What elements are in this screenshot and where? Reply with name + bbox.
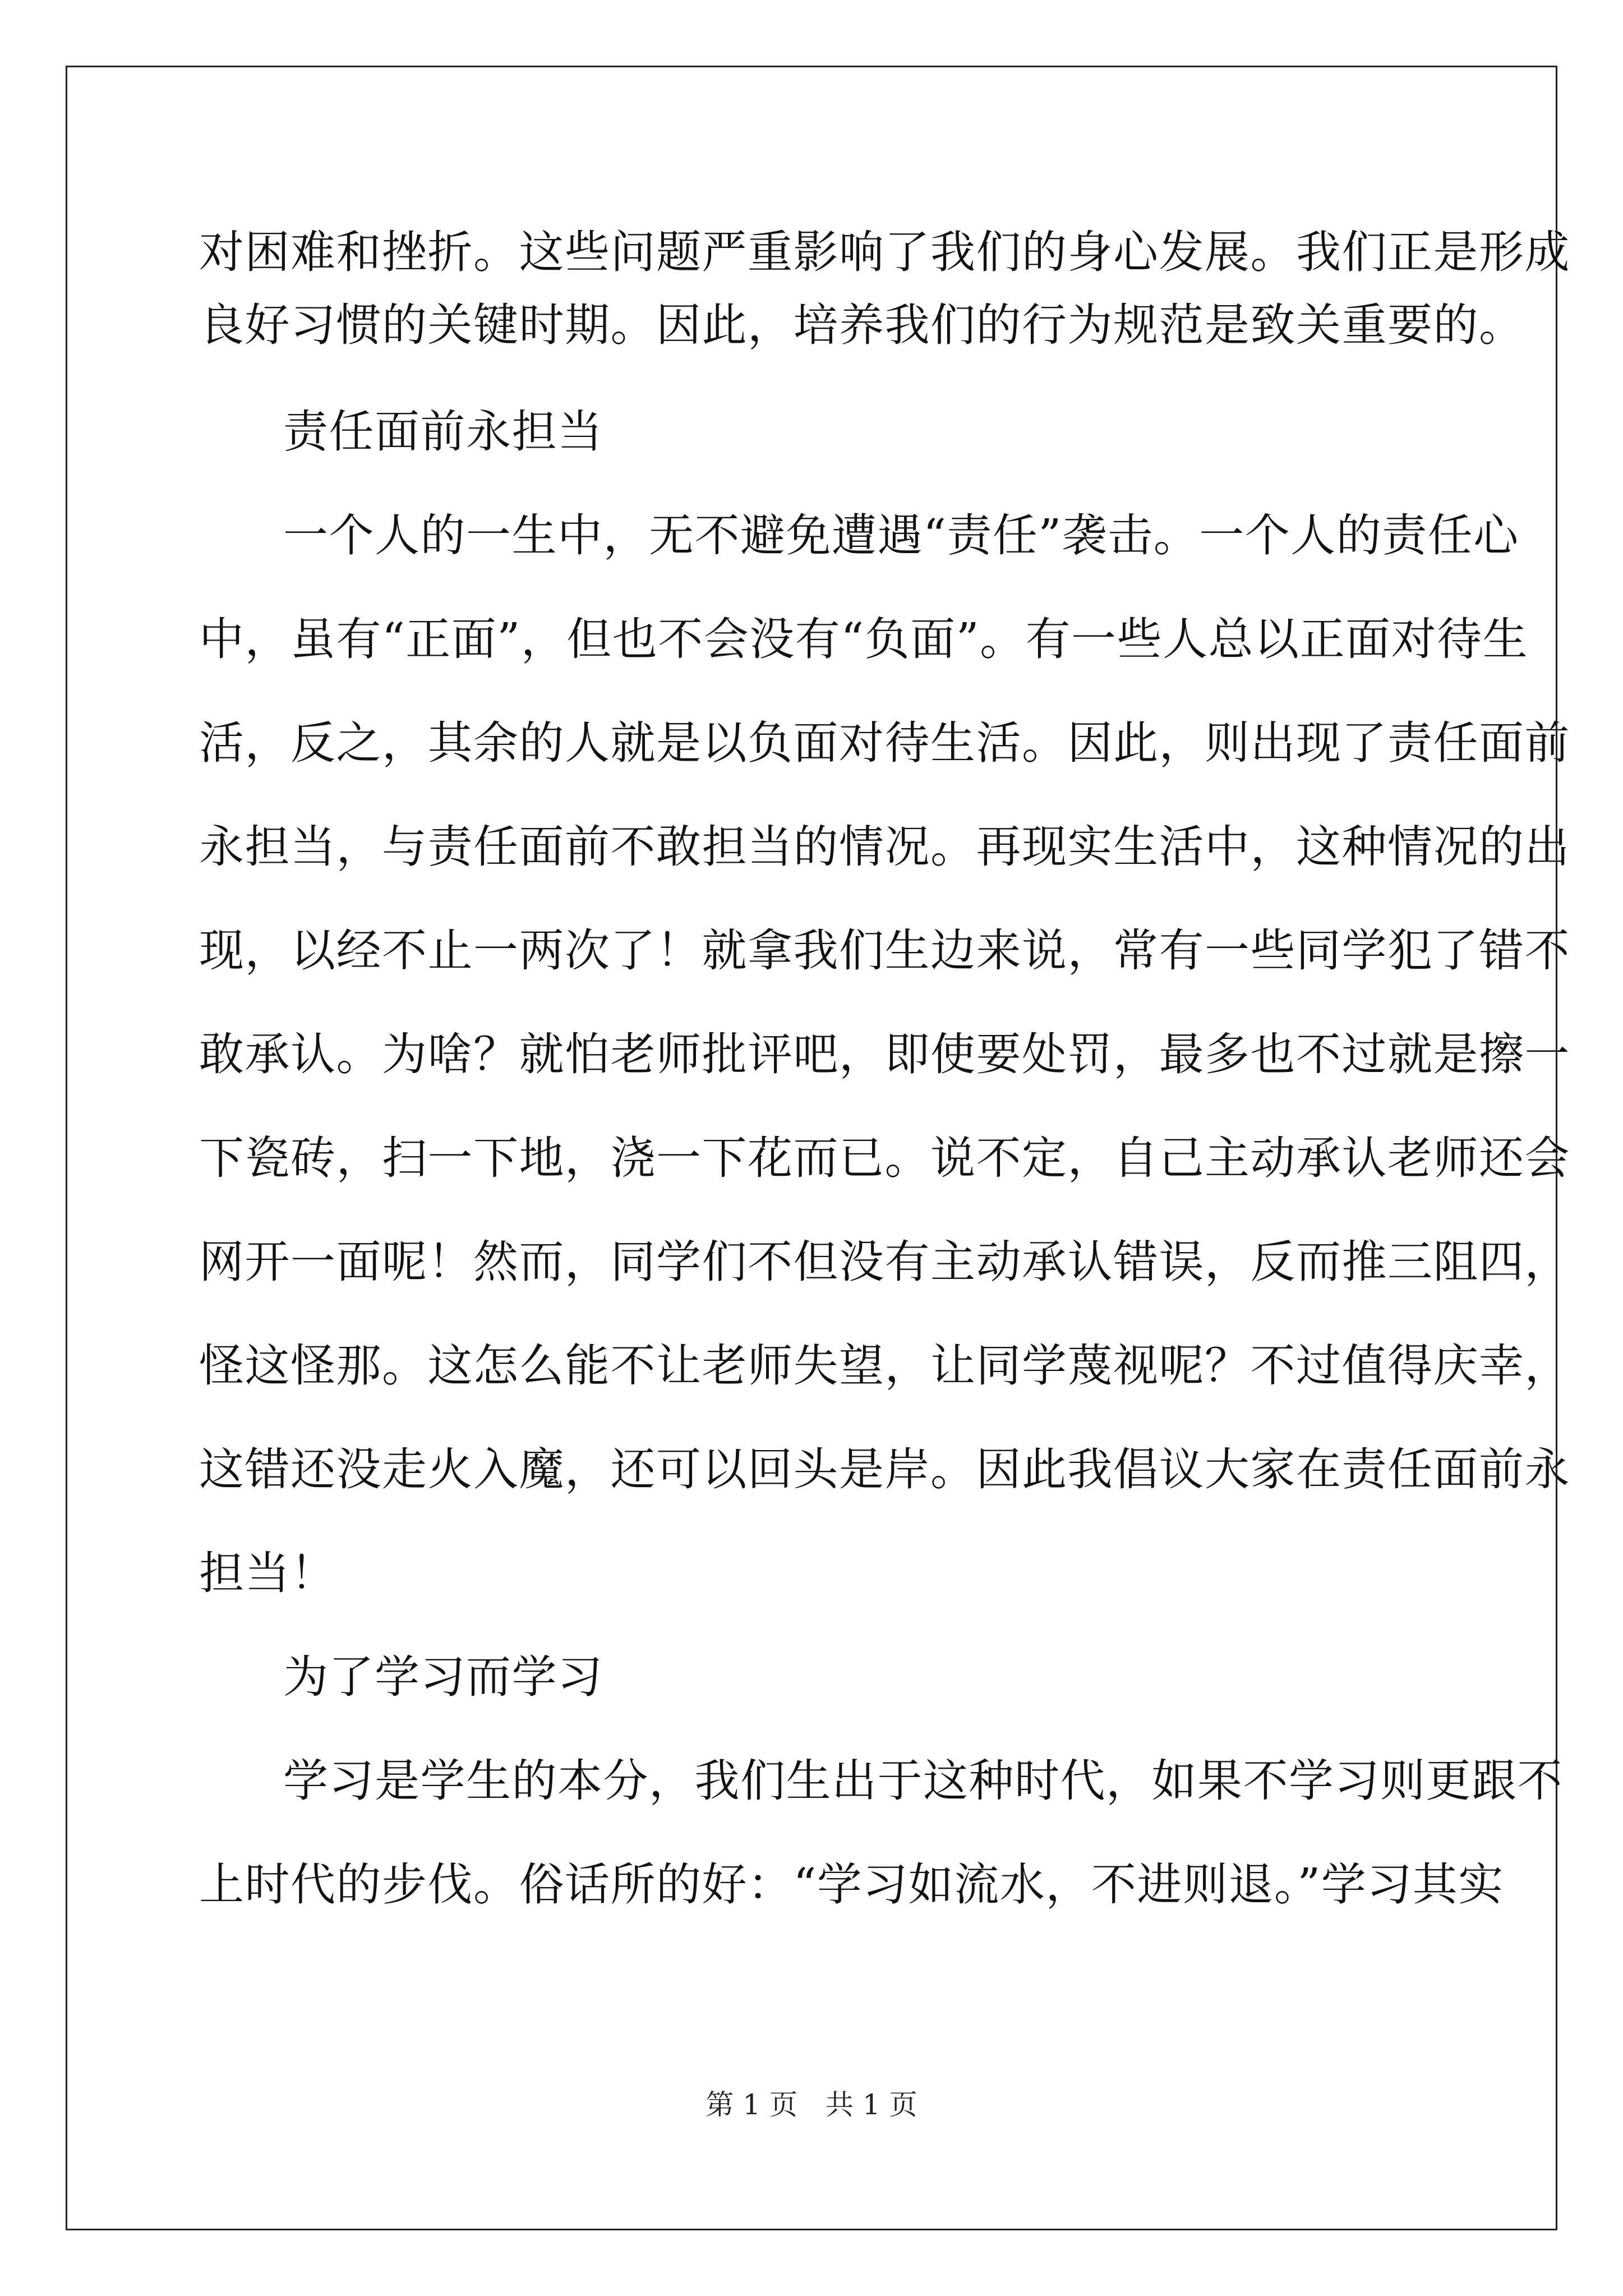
paragraph-line: 下瓷砖，扫一下地，浇一下花而已。说不定，自己主动承认老师还会 <box>199 1132 1570 1184</box>
paragraph-line: 对困难和挫折。这些问题严重影响了我们的身心发展。我们正是形成 <box>199 226 1570 278</box>
section-heading: 责任面前永担当 <box>283 406 603 458</box>
paragraph-line: 永担当，与责任面前不敢担当的情况。再现实生活中，这种情况的出 <box>199 821 1570 873</box>
paragraph-line: 中，虽有“正面”，但也不会没有“负面”。有一些人总以正面对待生 <box>199 613 1529 665</box>
paragraph-line: 网开一面呢！然而，同学们不但没有主动承认错误，反而推三阻四， <box>199 1236 1570 1288</box>
paragraph-line: 担当！ <box>199 1547 336 1599</box>
paragraph-line: 怪这怪那。这怎么能不让老师失望，让同学蔑视呢？不过值得庆幸， <box>199 1340 1570 1392</box>
paragraph-line: 敢承认。为啥？就怕老师批评吧，即使要处罚，最多也不过就是擦一 <box>199 1028 1570 1080</box>
paragraph-line: 一个人的一生中，无不避免遭遇“责任”袭击。一个人的责任心 <box>283 509 1519 562</box>
paragraph-line: 良好习惯的关键时期。因此，培养我们的行为规范是致关重要的。 <box>199 299 1525 351</box>
paragraph-line: 这错还没走火入魔，还可以回头是岸。因此我倡议大家在责任面前永 <box>199 1443 1570 1496</box>
paragraph-line: 上时代的步伐。俗话所的好：“学习如流水，不进则退。”学习其实 <box>199 1858 1504 1911</box>
paragraph-line: 活，反之，其余的人就是以负面对待生活。因此，则出现了责任面前 <box>199 717 1570 769</box>
page-footer: 第 1 页 共 1 页 <box>706 2088 917 2121</box>
paragraph-line: 现，以经不止一两次了！就拿我们生边来说，常有一些同学犯了错不 <box>199 924 1570 977</box>
paragraph-line: 学习是学生的本分，我们生出于这种时代，如果不学习则更跟不 <box>283 1755 1563 1807</box>
section-heading: 为了学习而学习 <box>283 1651 603 1703</box>
